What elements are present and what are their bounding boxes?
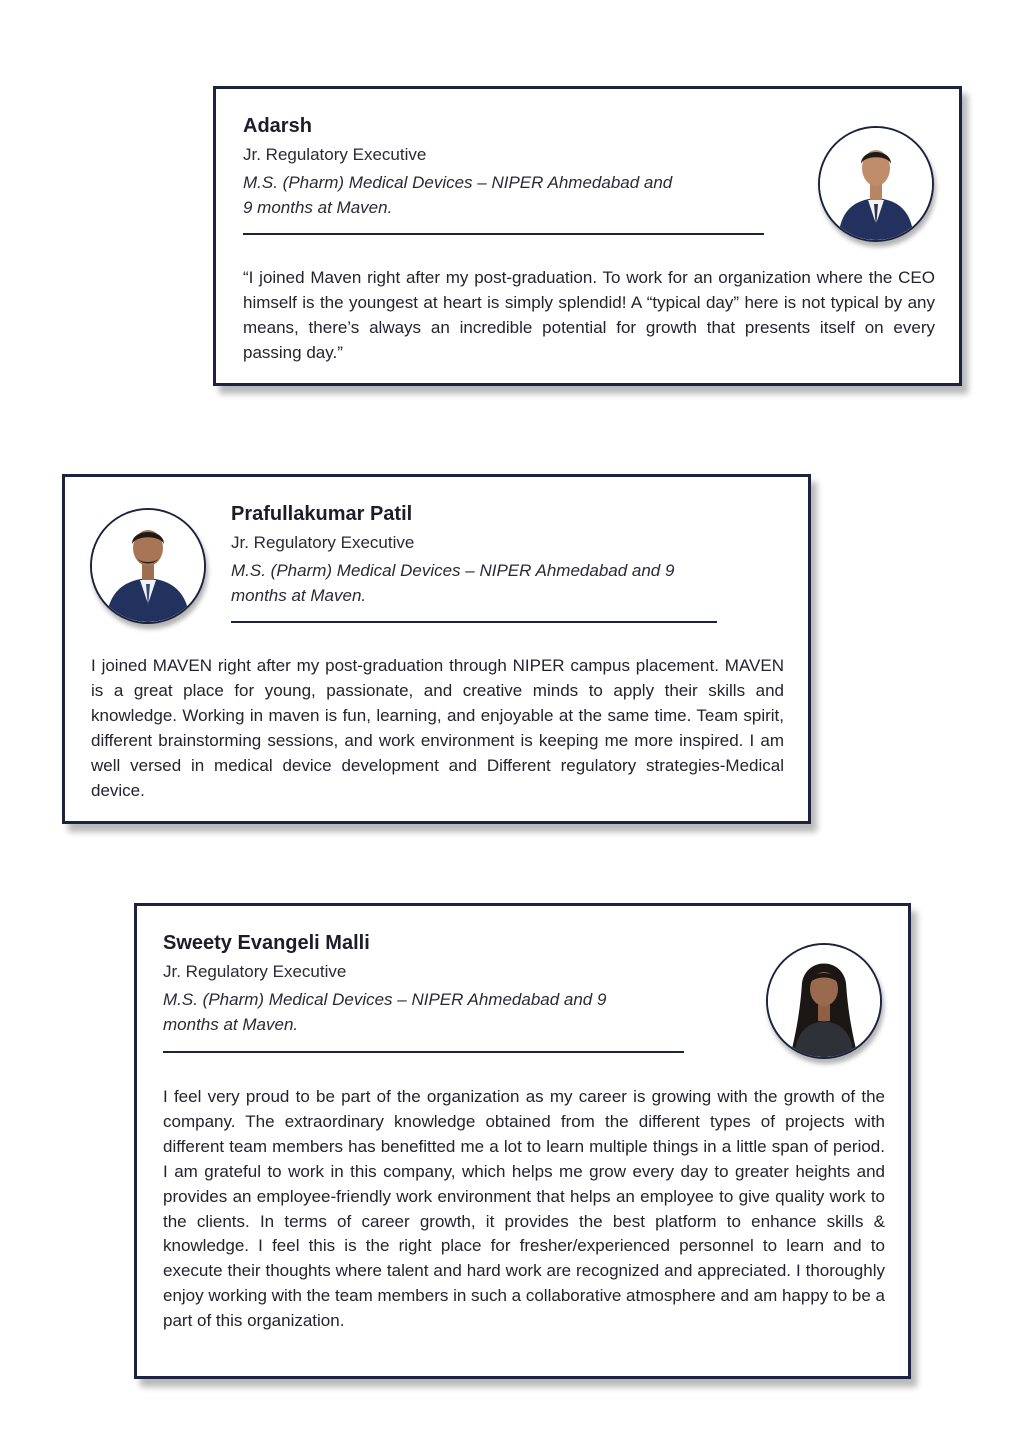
testimonial-quote: “I joined Maven right after my post-graduation. To work for an organization where the CEO himself is the youngest at heart is simply splendid! A “typical day” here is not typical by any means, there’s always an incredible potential for growth that presents itself on every passing day.” [243,268,935,362]
employee-education: M.S. (Pharm) Medical Devices – NIPER Ahmedabad and 9 months at Maven. [231,561,675,605]
employee-education: M.S. (Pharm) Medical Devices – NIPER Ahmedabad and 9 months at Maven. [163,990,607,1034]
person-portrait-icon [818,126,934,242]
employee-role: Jr. Regulatory Executive [243,145,427,164]
testimonial-quote: I joined MAVEN right after my post-graduation through NIPER campus placement. MAVEN is a great place for young, passionate, and creative minds to apply their skills and knowledge. Working in maven is fun, learning, and enjoyable at the same time. Team spirit, different brainstorming sessions, and work environment is keeping me more inspired. I am well versed in medical device development and Different regulatory strategies-Medical device. [91,656,784,800]
divider-line [163,1051,684,1053]
testimonial-quote: I feel very proud to be part of the organization as my career is growing with the growth of the company. The extraordinary knowledge obtained from the different types of projects with different team members has benefitted me a lot to learn multiple things in a little span of period. I am grateful to work in this company, which helps me grow every day to greater heights and provides an employee-friendly work environment that helps an employee to give quality work to the clients. In terms of career growth, it provides the best platform to enhance skills & knowledge. I feel this is the right place for fresher/experienced personnel to learn and to execute their thoughts where talent and hard work are recognized and appreciated. I thoroughly enjoy working with the team members in such a collaborative atmosphere and am happy to be a part of this organization. [163,1087,885,1331]
employee-name: Adarsh [243,115,312,137]
divider-line [231,621,717,623]
testimonial-card-prafullakumar [62,474,811,824]
person-portrait-icon [766,943,882,1059]
employee-name: Prafullakumar Patil [231,503,413,525]
employee-role: Jr. Regulatory Executive [163,962,347,981]
employee-education: M.S. (Pharm) Medical Devices – NIPER Ahmedabad and 9 months at Maven. [243,173,673,217]
testimonial-card-sweety [134,903,911,1379]
testimonial-card-adarsh [213,86,962,386]
person-portrait-icon [90,508,206,624]
divider-line [243,233,764,235]
employee-name: Sweety Evangeli Malli [163,932,370,954]
employee-role: Jr. Regulatory Executive [231,533,415,552]
